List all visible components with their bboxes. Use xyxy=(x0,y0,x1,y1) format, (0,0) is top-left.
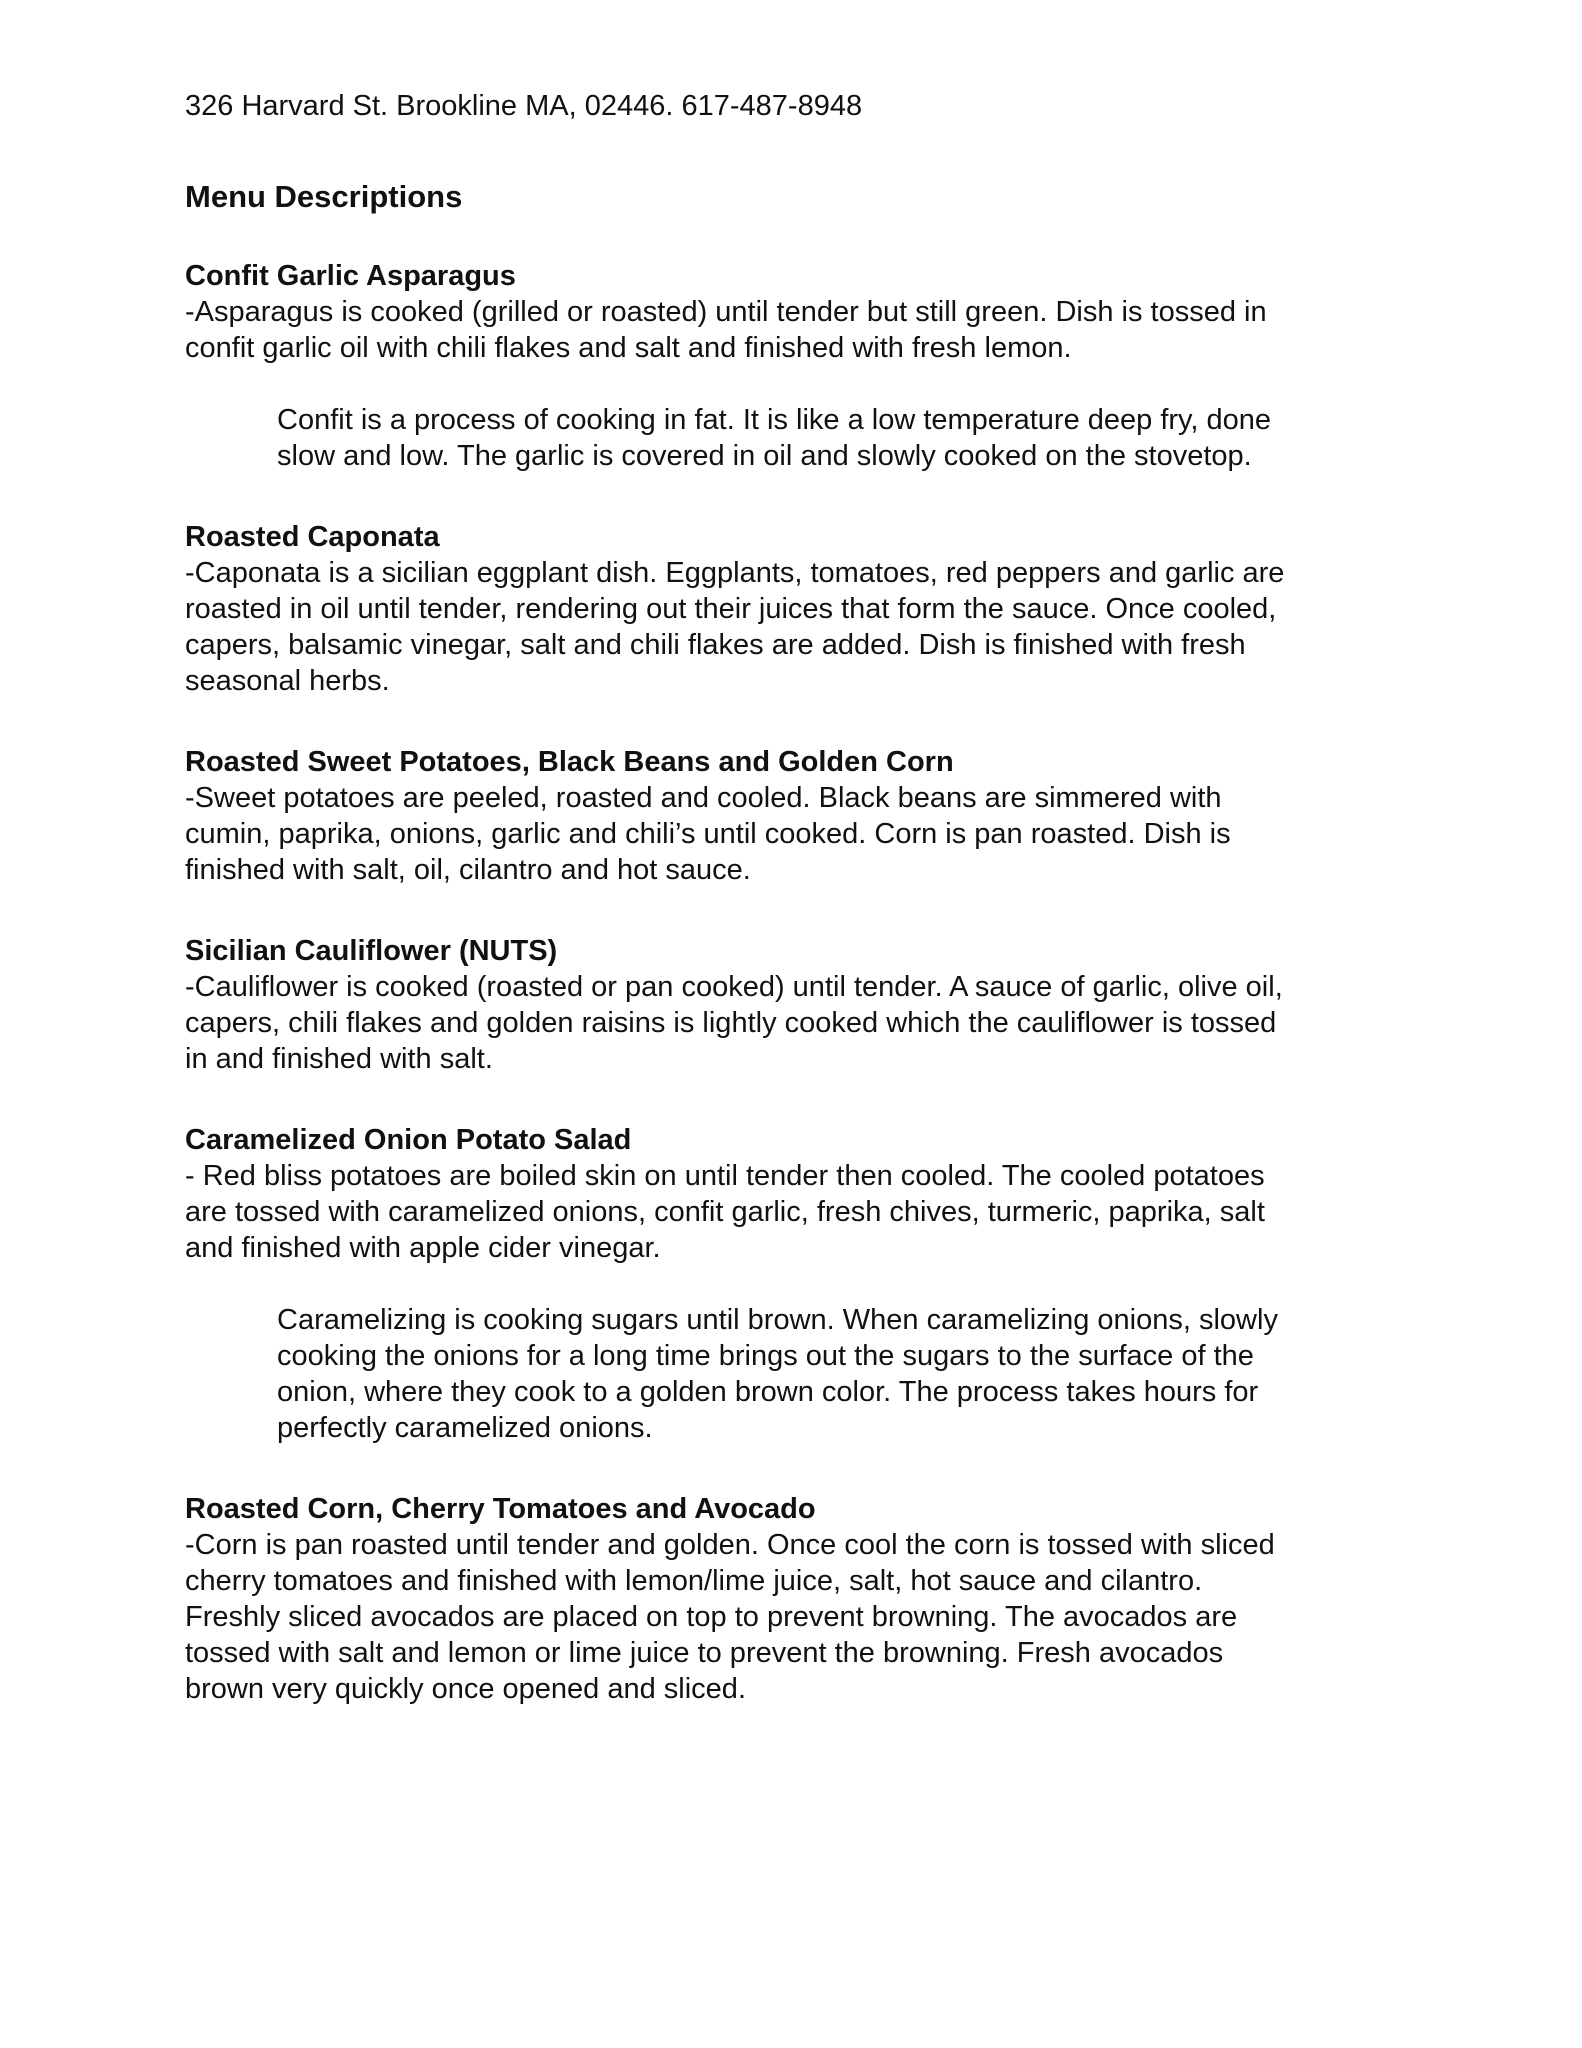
description-line: and finished with apple cider vinegar. xyxy=(185,1232,661,1264)
description-line: confit garlic oil with chili flakes and salt and finished with fresh lemon. xyxy=(185,332,1072,364)
dish-description xyxy=(185,780,1405,888)
dish-name: Roasted Sweet Potatoes, Black Beans and Golden Corn xyxy=(185,746,954,778)
dish-name: Sicilian Cauliflower (NUTS) xyxy=(185,935,558,967)
note-line: Confit is a process of cooking in fat. It is like a low temperature deep fry, done xyxy=(277,404,1272,436)
description-line: -Caponata is a sicilian eggplant dish. Eggplants, tomatoes, red peppers and garlic are xyxy=(185,557,1285,589)
dish-roasted-sweet-potatoes xyxy=(185,744,1405,888)
description-line: are tossed with caramelized onions, confit garlic, fresh chives, turmeric, paprika, salt xyxy=(185,1196,1265,1228)
dish-confit-garlic-asparagus xyxy=(185,258,1405,474)
document-page xyxy=(185,88,1405,1707)
description-line: brown very quickly once opened and sliced. xyxy=(185,1673,746,1705)
description-line: -Cauliflower is cooked (roasted or pan cooked) until tender. A sauce of garlic, olive oil, xyxy=(185,971,1283,1003)
dish-description xyxy=(185,1158,1405,1266)
dish-note xyxy=(277,402,1377,474)
description-line: -Corn is pan roasted until tender and golden. Once cool the corn is tossed with sliced xyxy=(185,1529,1275,1561)
dish-description xyxy=(185,969,1405,1077)
description-line: capers, chili flakes and golden raisins is lightly cooked which the cauliflower is tossed xyxy=(185,1007,1277,1039)
dish-description xyxy=(185,555,1405,699)
dish-roasted-corn-cherry-tomatoes-avocado xyxy=(185,1491,1405,1707)
description-line: - Red bliss potatoes are boiled skin on until tender then cooled. The cooled potatoes xyxy=(185,1160,1265,1192)
description-line: in and finished with salt. xyxy=(185,1043,493,1075)
description-line: tossed with salt and lemon or lime juice to prevent the browning. Fresh avocados xyxy=(185,1637,1224,1669)
dish-roasted-caponata xyxy=(185,519,1405,699)
restaurant-address: 326 Harvard St. Brookline MA, 02446. 617-487-8948 xyxy=(185,90,863,122)
dish-name: Confit Garlic Asparagus xyxy=(185,260,516,292)
note-line: Caramelizing is cooking sugars until brown. When caramelizing onions, slowly xyxy=(277,1304,1278,1336)
dish-name: Roasted Caponata xyxy=(185,521,440,553)
note-line: onion, where they cook to a golden brown color. The process takes hours for xyxy=(277,1376,1259,1408)
dish-name: Roasted Corn, Cherry Tomatoes and Avocado xyxy=(185,1493,816,1525)
dish-description xyxy=(185,1527,1405,1707)
dish-caramelized-onion-potato-salad xyxy=(185,1122,1405,1446)
description-line: roasted in oil until tender, rendering out their juices that form the sauce. Once cooled, xyxy=(185,593,1277,625)
dish-name: Caramelized Onion Potato Salad xyxy=(185,1124,632,1156)
description-line: capers, balsamic vinegar, salt and chili flakes are added. Dish is finished with fresh xyxy=(185,629,1246,661)
dish-note xyxy=(277,1302,1377,1446)
description-line: -Sweet potatoes are peeled, roasted and cooled. Black beans are simmered with xyxy=(185,782,1222,814)
description-line: -Asparagus is cooked (grilled or roasted) until tender but still green. Dish is tossed in xyxy=(185,296,1267,328)
note-line: perfectly caramelized onions. xyxy=(277,1412,653,1444)
description-line: cumin, paprika, onions, garlic and chili’s until cooked. Corn is pan roasted. Dish is xyxy=(185,818,1231,850)
description-line: finished with salt, oil, cilantro and hot sauce. xyxy=(185,854,751,886)
dish-sicilian-cauliflower xyxy=(185,933,1405,1077)
note-line: cooking the onions for a long time brings out the sugars to the surface of the xyxy=(277,1340,1254,1372)
dish-description xyxy=(185,294,1405,366)
description-line: seasonal herbs. xyxy=(185,665,390,697)
page-title: Menu Descriptions xyxy=(185,179,463,214)
description-line: Freshly sliced avocados are placed on top to prevent browning. The avocados are xyxy=(185,1601,1238,1633)
description-line: cherry tomatoes and finished with lemon/lime juice, salt, hot sauce and cilantro. xyxy=(185,1565,1203,1597)
note-line: slow and low. The garlic is covered in oil and slowly cooked on the stovetop. xyxy=(277,440,1252,472)
